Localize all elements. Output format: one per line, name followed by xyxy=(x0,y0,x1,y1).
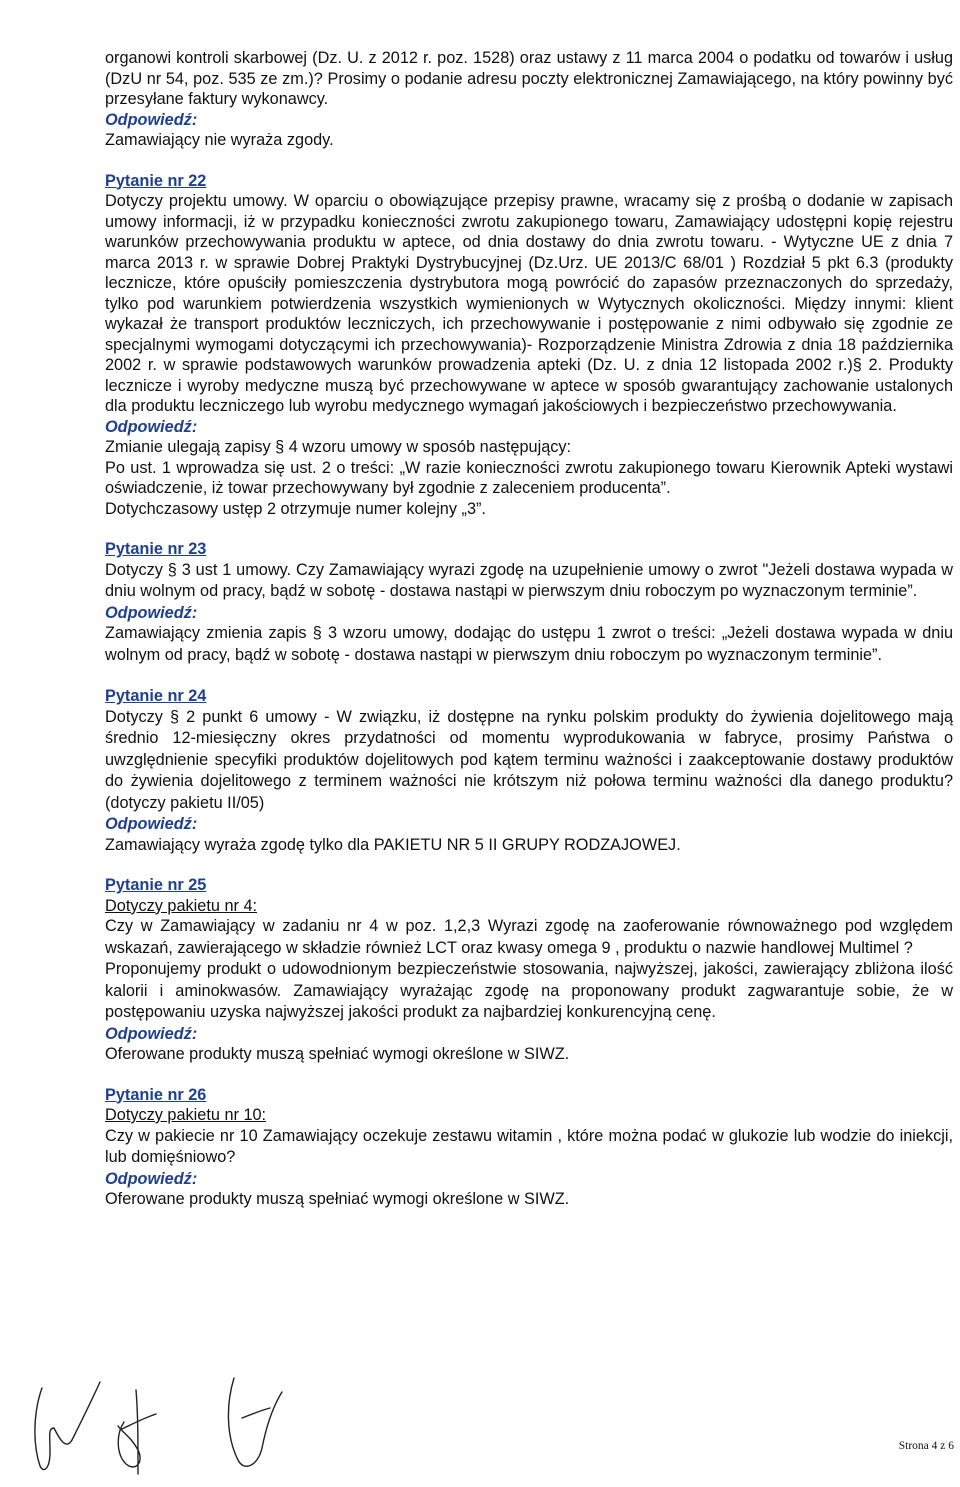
question-25-body-1: Czy w Zamawiający w zadaniu nr 4 w poz. 1,2,3 Wyrazi zgodę na zaoferowanie równoważnego pod względem wskazań, zawierającego w składzie również LCT oraz kwasy omega 9 , produktu o nazwie handlowej Multimel ? xyxy=(105,917,953,957)
question-24-heading: Pytanie nr 24 xyxy=(105,687,207,705)
question-24-answer: Zamawiający wyraża zgodę tylko dla PAKIETU NR 5 II GRUPY RODZAJOWEJ. xyxy=(105,835,681,854)
question-26-answer-label: Odpowiedź: xyxy=(105,1169,198,1188)
question-24-body: Dotyczy § 2 punkt 6 umowy - W związku, iż dostępne na rynku polskim produkty do żywienia dojelitowego mają średnio 12-miesięczny okres przydatności od momentu wyprodukowania w fabryce, prosimy Państwa o uwzględnienie specyfiki produktów dojelitowych pod kątem terminu ważności i zaakceptowanie dostawy produktów do żywienia dojelitowego z terminem ważności nie krótszym niż połowa terminu ważności dla danego produktu? (dotyczy pakietu II/05) xyxy=(105,707,953,812)
question-26-subheading: Dotyczy pakietu nr 10: xyxy=(105,1106,267,1124)
signature-3 xyxy=(228,1378,282,1466)
question-25-subheading: Dotyczy pakietu nr 4: xyxy=(105,896,258,915)
question-24-answer-label: Odpowiedź: xyxy=(105,815,198,833)
question-22-body: Dotyczy projektu umowy. W oparciu o obowiązujące przepisy prawne, wracamy się z prośbą o dodanie w zapisach umowy informacji, iż w przypadku konieczności zwrotu zakupionego towaru, Zamawiający udostępni kopię rejestru warunków przechowywania produktu w aptece, od dnia dostawy do dnia zwrotu towaru. - Wytyczne UE z dnia 7 marca 2013 r. w sprawie Dobrej Praktyki Dystrybucyjnej (Dz.Urz. UE 2013/C 68/01 ) Rozdział 5 pkt 6.3 (produkty lecznicze, które opuściły pomieszczenia dystrybutora mogą powrócić do zapasów przeznaczonych do sprzedaży, tylko pod warunkiem potwierdzenia wszystkich wymienionych w Wytycznych okoliczności. Między innymi: klient wykazał że transport produktów leczniczych, ich przechowywanie i postępowanie z nimi odbywało się zgodnie ze specjalnymi wymogami dotyczącymi ich przechowywania)- Rozporządzenie Ministra Zdrowia z dnia 18 października 2002 r. w sprawie podstawowych warunków prowadzenia apteki (Dz. U. z dnia 12 listopada 2002 r.)§ 2. Produkty lecznicze i wyroby medyczne muszą być przechowywane w aptece w sposób gwarantujący zachowanie ustalonych dla produktu leczniczego lub wyrobu medycznego wymagań jakościowych i bezpieczeństwo przechowywania. xyxy=(105,192,953,415)
question-25-answer-label: Odpowiedź: xyxy=(105,1024,198,1043)
question-23-heading: Pytanie nr 23 xyxy=(105,540,207,558)
question-22-answer-label: Odpowiedź: xyxy=(105,417,198,436)
question-26-body: Czy w pakiecie nr 10 Zamawiający oczekuje zestawu witamin , które można podać w glukozie lub wodzie do iniekcji, lub domięśniowo? xyxy=(105,1126,953,1166)
question-22-answer-line-3: Dotychczasowy ustęp 2 otrzymuje numer kolejny „3”. xyxy=(105,499,486,518)
intro-paragraph: organowi kontroli skarbowej (Dz. U. z 2012 r. poz. 1528) oraz ustawy z 11 marca 2004 o podatku od towarów i usług (DzU nr 54, poz. 535 ze zm.)? Prosimy o podanie adresu poczty elektronicznej Zamawiającego, na który powinny być przesyłane faktury wykonawcy. xyxy=(105,49,953,108)
question-25-body-2: Proponujemy produkt o udowodnionym bezpieczeństwie stosowania, najwyższej, jakości, zawierający zbliżona ilość kalorii i aminokwasów. Zamawiający wyrażając zgodę na proponowany produkt zagwarantuje sobie, że w postępowaniu uzyska najwyższej jakości produkt za najbardziej konkurencyjną cenę. xyxy=(105,960,953,1021)
section-spacer xyxy=(105,855,953,875)
question-22-answer-line-1: Zmianie ulegają zapisy § 4 wzoru umowy w sposób następujący: xyxy=(105,438,572,456)
answer-label: Odpowiedź: xyxy=(105,110,198,129)
document-page xyxy=(105,48,953,1210)
question-23-body: Dotyczy § 3 ust 1 umowy. Czy Zamawiający wyrazi zgodę na uzupełnienie umowy o zwrot "Jeżeli dostawa wypada w dniu wolnym od pracy, bądź w sobotę - dostawa nastąpi w pierwszym dniu roboczym po wyznaczonym terminie”. xyxy=(105,560,953,600)
section-spacer xyxy=(105,666,953,686)
question-22-answer-line-2: Po ust. 1 wprowadza się ust. 2 o treści: „W razie konieczności zwrotu zakupionego towaru Kierownik Apteki wystawi oświadczenie, iż towar przechowywany był zgodnie z zaleceniem producenta”. xyxy=(105,458,953,497)
page-number: Strona 4 z 6 xyxy=(898,1440,954,1452)
signature-2 xyxy=(118,1390,156,1474)
section-spacer xyxy=(105,519,953,539)
question-26-heading: Pytanie nr 26 xyxy=(105,1085,207,1104)
signature-1 xyxy=(35,1382,100,1470)
answer-text: Zamawiający nie wyraża zgody. xyxy=(105,131,334,149)
question-25-answer: Oferowane produkty muszą spełniać wymogi określone w SIWZ. xyxy=(105,1045,570,1063)
question-25-heading: Pytanie nr 25 xyxy=(105,876,207,894)
question-23-answer: Zamawiający zmienia zapis § 3 wzoru umowy, dodając do ustępu 1 zwrot o treści: „Jeżeli dostawa wypada w dniu wolnym od pracy, bądź w sobotę - dostawa nastąpi w pierwszym dniu roboczym po wyznaczonym terminie”. xyxy=(105,624,953,664)
section-spacer xyxy=(105,1065,953,1085)
question-23-answer-label: Odpowiedź: xyxy=(105,603,198,622)
question-26-answer: Oferowane produkty muszą spełniać wymogi określone w SIWZ. xyxy=(105,1190,570,1208)
section-spacer xyxy=(105,151,953,171)
question-22-heading: Pytanie nr 22 xyxy=(105,171,207,190)
handwritten-signatures xyxy=(20,1370,300,1480)
